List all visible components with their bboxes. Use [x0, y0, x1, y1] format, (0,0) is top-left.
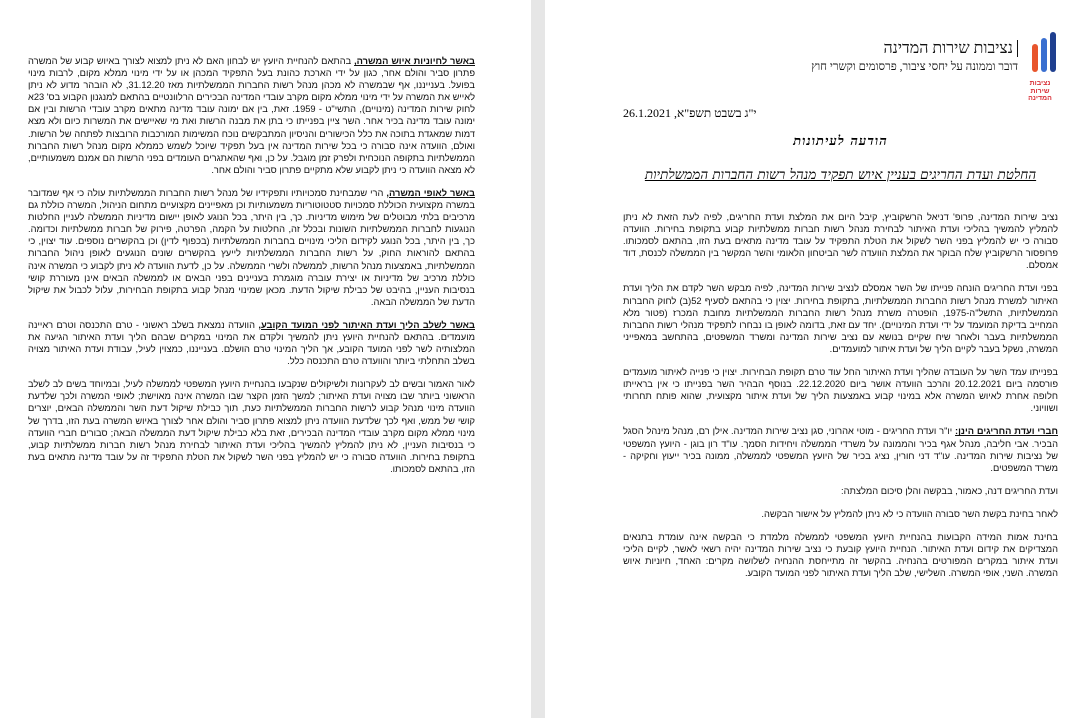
- paragraph-lead: חברי ועדת החריגים הינן:: [955, 426, 1058, 437]
- paragraph: [623, 531, 1058, 579]
- paragraph: [623, 508, 1058, 520]
- logo-bar-1: [1050, 32, 1056, 72]
- paragraph-text: הרי שמבחינת סמכויותיו ותפקידיו של מנהל רשות החברות הממשלתיות עולה כי אף שמדובר במשרה מקצועית הכוללת סמכויות סטטוטוריות משמעותיות וכן מאפיינים מקצועיים מתחום הניהול, המשרה כוללת גם מרכיבים בלתי מבוטלים של מימוש מדיניות. כך, בין היתר, בכל הנוגע לאופן יישום מדיניות הממשלה לעניין החלטות הנוגעות לחברות הממשלתיות השונות ובכלל זה, החלטות על הקמה, הפרטה, פירוק של חברות ממשלתיות וכדומה. כך, בין היתר, בכל הנוגע לקידום הליכי מינויים בחברות הממשלתיות (בכפוף לדין) וכן בהקשרים נוספים. עוד יצוין, כי בהתאם להוראות החוק, על רשות החברות הממשלתיות לייעץ בהקשרים שונים הנוגעים לאופן ניהול החברות הממשלתיות, באמצעות מנהל הרשות, לממשלה ולשרי הממשלה. על כן, לדעת הוועדה לא ניתן לקבוע כי המשרה אינה כוללת מרכיב של מדיניות או יצירת עוברה מוגמרת בעניינים בפני הבאים או לממשלה הבאים אינן מעוררת קושי בנסיבות העניין, בהיבט של כבילת שיקול הדעת. מכאן שמינוי מנהל קבוע בתקופת הבחירות, עלול לכבול את שיקול הדעת של הממשלה הבאה.: [28, 187, 475, 307]
- paragraph-lead: באשר לשלב הליך ועדת האיתור לפני המועד הקובע,: [258, 319, 475, 330]
- paragraph-text: הוועדה נמצאת בשלב ראשוני - טרם התכנסה וטרם ראיינה מועמדים. בהתאם להנחיית היועץ ניתן להמשיך ולקדם את המינוי במקרים שבהם הליך ועדת האיתור הגיעה את המלצותיה לשר לפני המועד הקובע, אך הליך המינוי טרם הושלם. בענייננו, כמצוין לעיל, עבודת ועדת האיתור מצויה בשלב התחלתי ביותר והוועדה טרם התכנסה כלל.: [28, 319, 475, 367]
- paragraph: [28, 55, 475, 176]
- logo-bar-2: [1041, 38, 1047, 72]
- paragraph: [28, 319, 475, 367]
- logo-caption: נציבות שירות המדינה: [1028, 80, 1052, 102]
- paragraph: [28, 378, 475, 475]
- paragraph: [623, 211, 1058, 271]
- paragraph-lead: באשר לאופי המשרה,: [386, 187, 475, 198]
- org-name: נציבות שירות המדינה: [883, 40, 1018, 57]
- document-page-1: [545, 0, 1080, 718]
- paragraph-text: בפני ועדת החריגים הונחה פנייתו של השר אמסלם לנציב שירות המדינה, לפיה מבקש השר לקדם את הליך ועדת האיתור למשרת מנהל רשות החברות הממשלתיות, בתקופת בחירות. יצוין כי בהתאם לסעיף 52(ב) לחוק החברות הממשלתיות, התשל"ה-1975, הופטרה משרת מנהל רשות החברות הממשלתיות מחובת המכרז (פטור מלא המחייב בדיקת המועמד על ידי ועדת המינויים). יחד עם זאת, בדומה לאופן בו נבחרו לתפקיד מנהלי רשות החברות הממשלתיות בעבר ולאחר שיח שקיים בנושא עם נציב שירות המדינה ומשרד המשפטים, בהתחשב במאפייני המשרה, נשקל בעבר לקיים הליך של ועדת איתור למועמדים.: [623, 283, 1058, 354]
- right-page-body: [623, 211, 1058, 579]
- paragraph-text: בפנייתו עמד השר על העובדה שהליך ועדת האיתור החל עוד טרם תקופת הבחירות. יצוין כי פנייה לאיתור מועמדים פורסמה ביום 20.12.2021 והרכב הוועדה אושר ביום 22.12.2020. בנוסף הבהיר השר בפנייתו כי אין בראייתו חלופה אחרת לאיוש המשרה אלא במינוי קבוע באמצעות הליך של ועדת איתור מקצועית, שהוא פותח תחרותי ושוויוני.: [623, 367, 1058, 414]
- paragraph-text: יו"ר ועדת החריגים - מוטי אהרוני, סגן נציב שירות המדינה. אילן רם, מנהל מינהל הסגל הבכיר. אבי חליבה, מנהל אגף בכיר והממונה על משרדי הממשלה ויחידות הסמך. עו"ד רון בוגן - היועץ המשפטי של נציבות שירות המדינה. עו"ד דני חורין, נציג בכיר של היועץ המשפטי לממשלה, ממונה בכיר ייעוץ וחקיקה - משרד המשפטים.: [623, 426, 1058, 473]
- notice-title: הודעה לעיתונות: [793, 134, 888, 149]
- headline: החלטת ועדת החריגים בעניין איוש תפקיד מנהל רשות החברות הממשלתיות: [644, 167, 1037, 183]
- paragraph: [623, 366, 1058, 414]
- paragraph: [623, 282, 1058, 355]
- left-page-body: [28, 55, 475, 475]
- document-date: י"ג בשבט תשפ"א, 26.1.2021: [623, 106, 757, 120]
- paragraph-text: בחינת אמות המידה הקבועות בהנחיית היועץ המשפטי לממשלה מלמדת כי הבקשה אינה עומדת בתנאים המצדיקים את קידום ועדת האיתור. הנחיית היועץ קובעת כי נציב שירות המדינה יהיה רשאי לאשר, לקיים הליכי ועדת איתור במקרים המפורטים בהנחיה. בהקשר זה מתייחסת ההנחיה לשלושה מקרים: האחד, חיוניות איוש המשרה. השני, אופי המשרה. השלישי, שלב הליך ועדת האיתור לפני המועד הקובע.: [623, 531, 1058, 579]
- paragraph-text: ועדת החריגים דנה, כאמור, בבקשה והלן סיכום המלצתה:: [841, 485, 1058, 496]
- paragraph: [28, 187, 475, 308]
- paragraph-text: לאור האמור ובשים לב לעקרונות ולשיקולים שנקבעו בהנחיית היועץ המשפטי לממשלה לעיל, ובמיוחד בשים לב לשלב הראשוני ביותר שבו מצויה ועדת האיתור; למשך הזמן הקצר שבו המשרה אינה מאוישת; לאופי המשרה ולכך שלדעת הוועדה מינוי מנהל קבוע לרשות החברות הממשלתיות כעת, תוך כבילת שיקול דעת השר והממשלה הבאים, יוצרים קושי של ממש, ואף לכך שלדעת הוועדה ניתן למצוא פתרון סביר והולם אחר לצורך באיוש המשרה בעת הזו, בדרך של מינוי ממלא מקום מקרב עובדי המדינה הבכירים, זאת בלא כבילת שיקול דעת הממשלה הבאה; סבורים חברי הוועדה כי בנסיבות העניין, לא ניתן להמליץ להמשיך בהליכי ועדת האיתור לבחירת מנהל רשות חברות ממשלתיות קבוע, בתקופת בחירות. הוועדה סבורה כי יש להמליץ בפני השר לשקול את הטלת התפקיד זה על עובד מדינה מתאים בעת הזו, בהתאם לסמכותו.: [28, 379, 475, 474]
- civil-service-logo: [1024, 30, 1058, 102]
- org-subtitle: דובר וממונה על יחסי ציבור, פרסומים וקשרי חוץ: [811, 61, 1018, 73]
- paragraph-text: לאחר בחינת בקשת השר סבורה הוועדה כי לא ניתן להמליץ על אישור הבקשה.: [761, 508, 1058, 519]
- paragraph: [623, 485, 1058, 497]
- document-page-2: [0, 0, 531, 718]
- paragraph-text: בהתאם להנחיית היועץ יש לבחון האם לא ניתן למצוא לצורך באיוש קבוע של המשרה פתרון סביר והולם אחר, כגון על ידי הארכת כהונת בעל התפקיד המכהן או על ידי מינוי ממלא מקום, לרבות מינוי בפועל. בענייננו, אף שבמשרה לא מכהן מנהל רשות החברות הממשלתיות מאז 31.12.20, לא הובהר מדוע לא ניתן לאייש את המשרה על ידי מינוי ממלא מקום מקרב עובדי המדינה הבכירים הרלוונטיים בהתאם למנגנון הקבוע בס' 23א לחוק שירות המדינה (מינויים), התשי"ט - 1959. זאת, בין אם ימונה עובד מדינה מתאים מקרב עובדי הרשות ובין אם ימונה עובד מדינה בכיר אחר. השר ציין בפנייתו כי בתן את מבנה הרשות ואת מי שאיישים את המשרות כיום ולא מצא דמות שמאגדת בתוכה את כלל הכישורים והניסיון המתבקשים נוכח המשימות המורכבות הרובצות לפתחה של הרשות. ואולם, הוועדה אינה סבורה כי בכל שירות המדינה אין בעל תפקיד שיוכל לשמש כממלא מקום מנהל רשות החברות הממשלתיות בתקופה הנוכחית ולפרק זמן מוגבל. על כן, ואף שהאתגרים העומדים בפני הרשות הם אמנם משמעותיים, לא מצאה הוועדה כי ניתן לקבוע שלא מתקיים פתרון סביר והולם אחר.: [28, 56, 475, 175]
- letterhead: [623, 30, 1058, 102]
- paragraph-lead: באשר לחיוניות איוש המשרה,: [354, 56, 475, 66]
- logo-bar-3: [1032, 44, 1038, 72]
- paragraph-text: נציב שירות המדינה, פרופ' דניאל הרשקוביץ, קיבל היום את המלצת ועדת החריגים, לפיה לעת הזאת לא ניתן להמליץ להמשיך בהליכי ועדת האיתור לבחירת מנהל רשות חברות ממשלתיות קבוע בתקופת בחירות. הוועדה סבורה כי יש להמליץ בפני השר לשקול את הטלת התפקיד על עובד מדינה מתאים בעת הזו, בהתאם לסמכותו. פרופסור הרשקוביץ שלח הבוקר את המלצת הוועדה לשר הביטחון הלאומי והשר המקשר בין הממשלה לכנסת, דוד אמסלם.: [623, 212, 1058, 271]
- paragraph: [623, 425, 1058, 473]
